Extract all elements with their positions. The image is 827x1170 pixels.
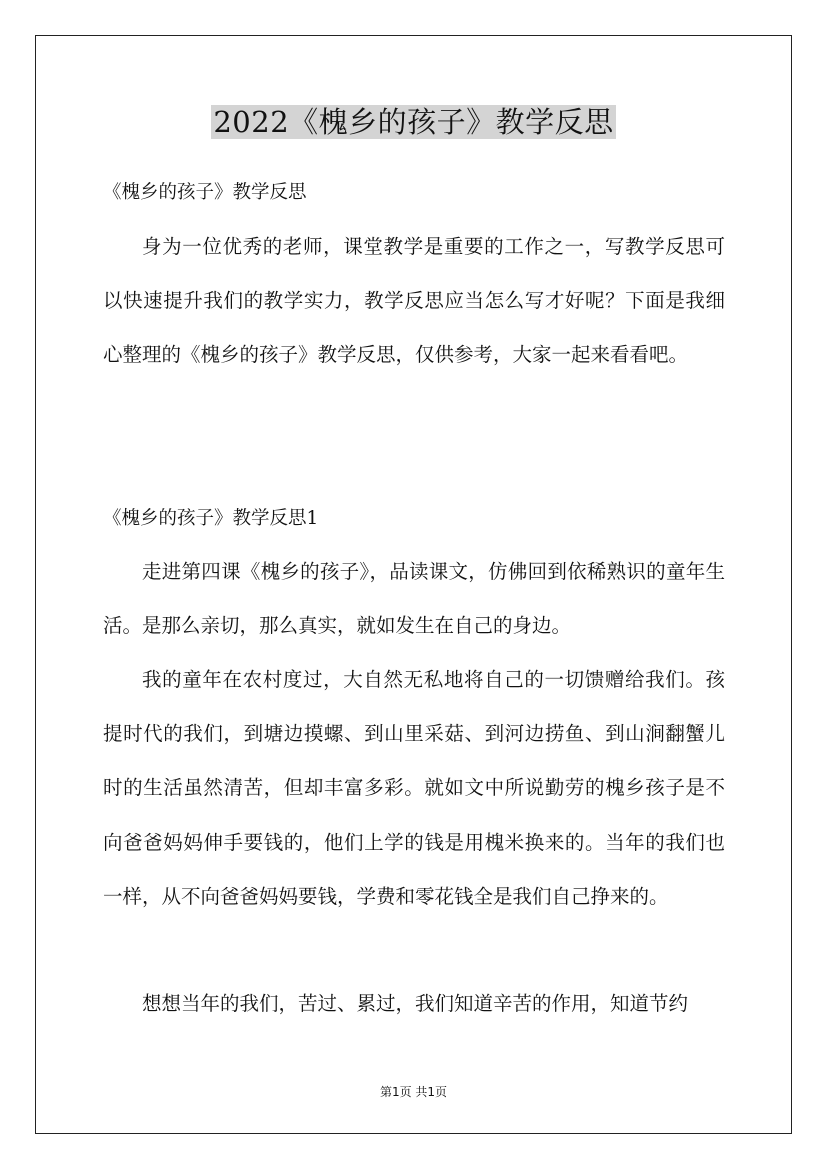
- section-heading-1: 《槐乡的孩子》教学反思1: [103, 508, 319, 529]
- body-paragraph: 想想当年的我们，苦过、累过，我们知道辛苦的作用，知道节约: [142, 992, 689, 1015]
- intro-paragraph: 身为一位优秀的老师，课堂教学是重要的工作之一，写教学反思可以快速提升我们的教学实力，教学反思应当怎么写才好呢？下面是我细心整理的《槐乡的孩子》教学反思，仅供参考，大家一起来看看吧。: [103, 235, 725, 367]
- page-footer: 第1页 共1页: [379, 1085, 448, 1099]
- body-paragraph: 我的童年在农村度过，大自然无私地将自己的一切馈赠给我们。孩提时代的我们，到塘边摸螺、到山里采菇、到河边捞鱼、到山涧翻蟹儿时的生活虽然清苦，但却丰富多彩。就如文中所说勤劳的槐乡孩子是不向爸爸妈妈伸手要钱的，他们上学的钱是用槐米换来的。当年的我们也一样，从不向爸爸妈妈要钱，学费和零花钱全是我们自己挣来的。: [103, 668, 725, 908]
- document-title: [0, 100, 827, 144]
- body-paragraph: 走进第四课《槐乡的孩子》，品读课文，仿佛回到依稀熟识的童年生活。是那么亲切，那么真实，就如发生在自己的身边。: [103, 560, 725, 638]
- section-heading-intro: 《槐乡的孩子》教学反思: [103, 182, 307, 203]
- document-title-text: 2022《槐乡的孩子》教学反思: [213, 105, 614, 139]
